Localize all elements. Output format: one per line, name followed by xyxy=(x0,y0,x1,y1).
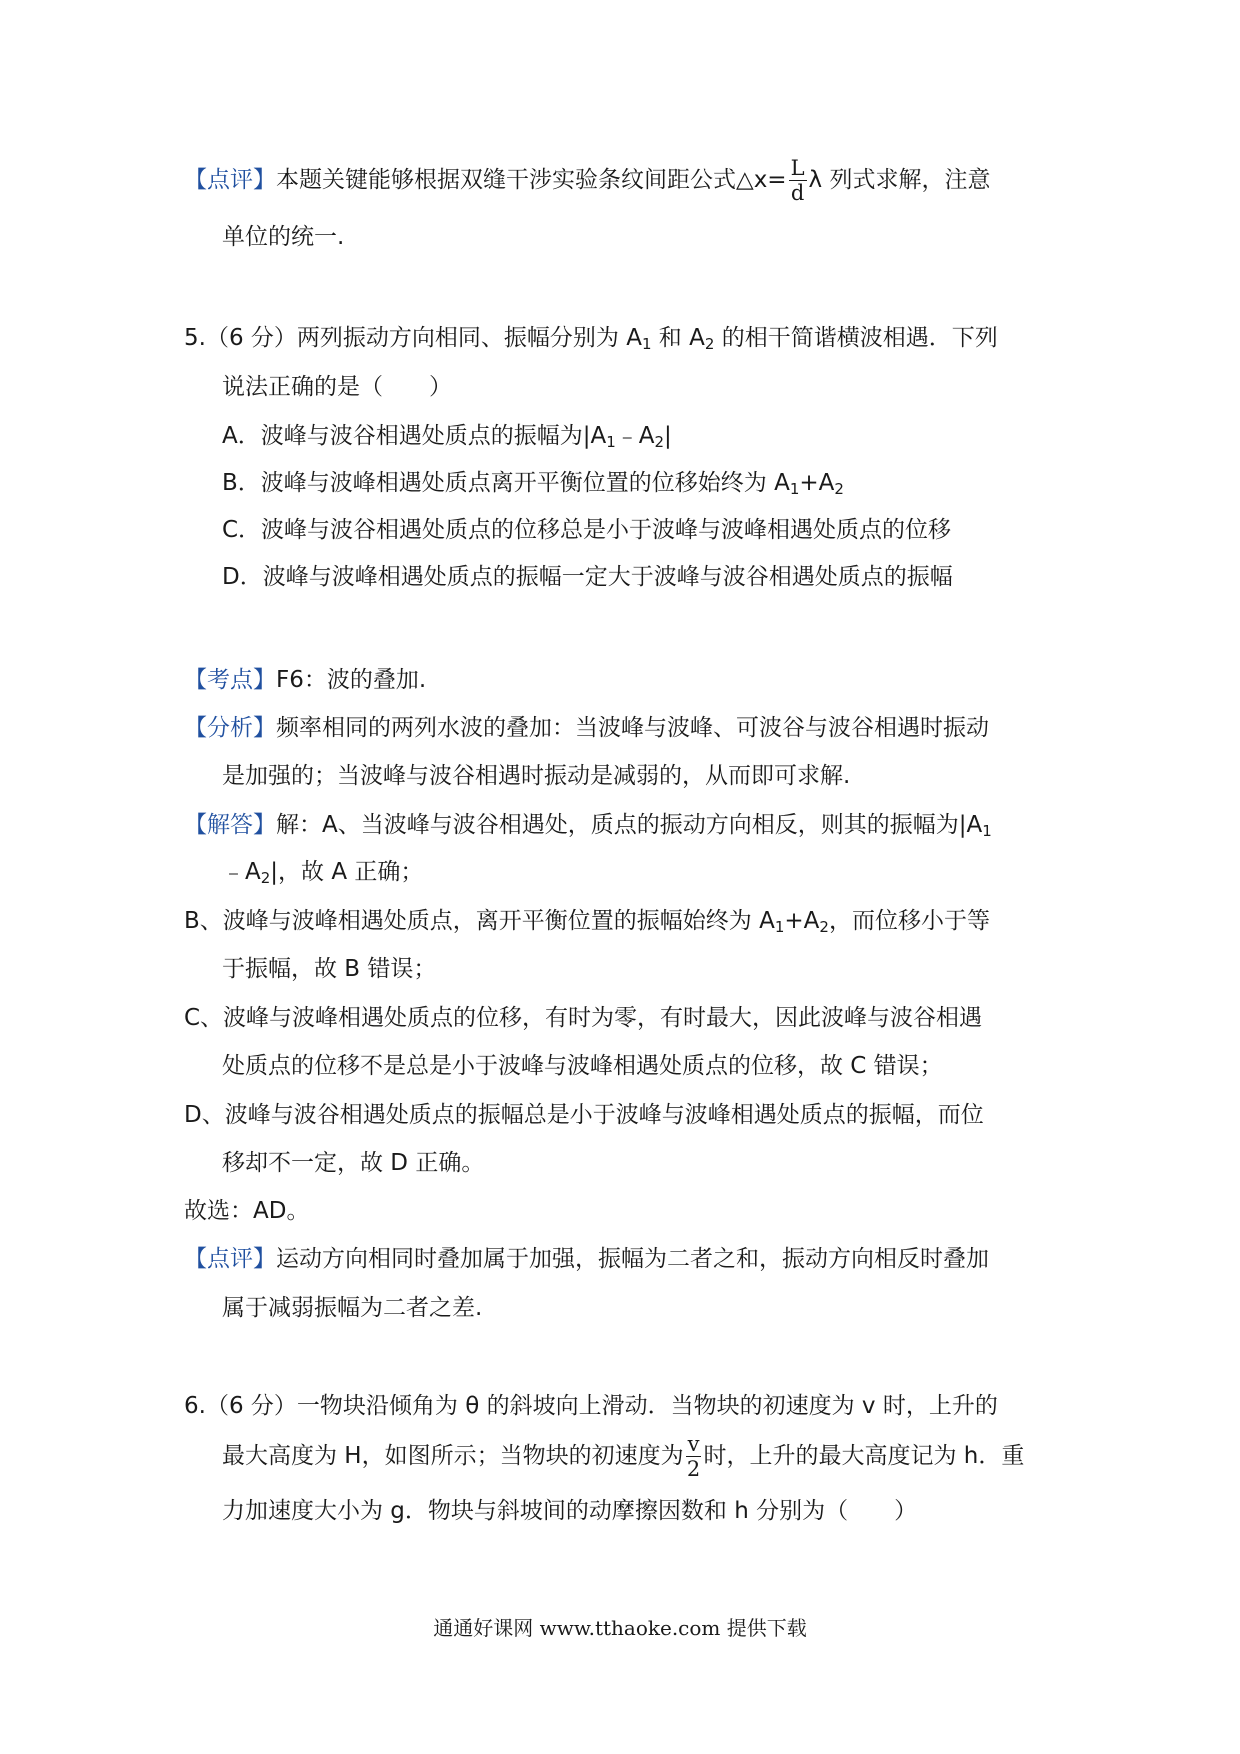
subscript: 1 xyxy=(789,480,800,498)
answer-d-line-1: D、波峰与波谷相遇处质点的振幅总是小于波峰与波峰相遇处质点的振幅，而位 xyxy=(184,1102,984,1128)
review-5-line-2: 属于减弱振幅为二者之差. xyxy=(222,1295,483,1321)
review-tag: 【点评】 xyxy=(184,167,276,193)
q6-stem-line-2 xyxy=(222,1426,1024,1486)
option-text: ﹣A xyxy=(615,423,655,449)
option-text: A．波峰与波谷相遇处质点的振幅为|A xyxy=(222,423,607,449)
q5-text: 5.（6 分）两列振动方向相同、振幅分别为 A xyxy=(184,325,642,351)
analysis-tag: 【分析】 xyxy=(184,715,276,741)
q5-option-d: D．波峰与波峰相遇处质点的振幅一定大于波峰与波谷相遇处质点的振幅 xyxy=(222,564,953,590)
answer-text: 解：A、当波峰与波谷相遇处，质点的振动方向相反，则其的振幅为|A xyxy=(276,812,983,838)
answer-d-line-2: 移却不一定，故 D 正确。 xyxy=(222,1150,485,1176)
review-5-text: 运动方向相同时叠加属于加强，振幅为二者之和，振动方向相反时叠加 xyxy=(276,1246,989,1272)
fraction-l-over-d xyxy=(789,155,807,205)
review-text-end: λ 列式求解，注意 xyxy=(808,167,991,193)
analysis-line-2: 是加强的；当波峰与波谷相遇时振动是减弱的，从而即可求解. xyxy=(222,763,851,789)
fraction-numerator: L xyxy=(790,155,805,180)
review-text: 本题关键能够根据双缝干涉实验条纹间距公式△x= xyxy=(276,167,787,193)
final-answer: 故选：AD。 xyxy=(184,1198,310,1224)
subscript: 1 xyxy=(774,918,785,936)
subscript: 2 xyxy=(704,335,715,353)
answer-text: +A xyxy=(784,908,820,934)
q5-option-c: C．波峰与波谷相遇处质点的位移总是小于波峰与波峰相遇处质点的位移 xyxy=(222,517,952,543)
review-line-1 xyxy=(184,152,990,208)
subscript: 2 xyxy=(834,480,844,498)
option-text: | xyxy=(664,423,672,449)
answer-line-2 xyxy=(222,855,423,889)
analysis-line-1 xyxy=(184,711,989,745)
knowledge-point-tag: 【考点】 xyxy=(184,667,276,693)
answer-text: B、波峰与波峰相遇处质点，离开平衡位置的振幅始终为 A xyxy=(184,908,775,934)
fraction-numerator: v xyxy=(687,1431,700,1456)
fraction-denominator: d xyxy=(790,180,805,205)
answer-tag: 【解答】 xyxy=(184,812,276,838)
answer-c-line-1: C、波峰与波峰相遇处质点的位移，有时为零，有时最大，因此波峰与波谷相遇 xyxy=(184,1005,983,1031)
q5-text: 的相干简谐横波相遇．下列 xyxy=(714,325,998,351)
answer-text: ﹣A xyxy=(222,859,261,885)
review-5-tag: 【点评】 xyxy=(184,1246,276,1272)
page-footer: 通通好课网 www.tthaoke.com 提供下载 xyxy=(433,1616,807,1640)
subscript: 1 xyxy=(606,433,616,451)
answer-line-1 xyxy=(184,808,992,842)
q6-text: 时，上升的最大高度记为 h．重 xyxy=(703,1443,1025,1469)
q5-option-a xyxy=(222,419,672,453)
q5-stem-line-2: 说法正确的是（ ） xyxy=(222,374,452,400)
subscript: 2 xyxy=(654,433,665,451)
fraction-denominator: 2 xyxy=(686,1456,701,1481)
answer-text: |，故 A 正确； xyxy=(270,859,424,885)
answer-b-line-1 xyxy=(184,904,990,938)
q6-text: 最大高度为 H，如图所示；当物块的初速度为 xyxy=(222,1443,684,1469)
fraction-v-over-2 xyxy=(686,1431,702,1481)
option-text: B．波峰与波峰相遇处质点离开平衡位置的位移始终为 A xyxy=(222,470,790,496)
review-5-line-1 xyxy=(184,1242,989,1276)
subscript: 2 xyxy=(260,869,271,887)
review-line-2: 单位的统一. xyxy=(222,224,345,250)
q5-stem-line-1 xyxy=(184,321,998,355)
q5-option-b xyxy=(222,466,844,500)
subscript: 2 xyxy=(819,918,829,936)
subscript: 1 xyxy=(982,822,992,840)
answer-c-line-2: 处质点的位移不是总是小于波峰与波峰相遇处质点的位移，故 C 错误； xyxy=(222,1053,943,1079)
knowledge-point-line xyxy=(184,663,426,697)
answer-b-line-2: 于振幅，故 B 错误； xyxy=(222,956,437,982)
knowledge-point-text: F6：波的叠加. xyxy=(276,667,427,693)
q5-text: 和 A xyxy=(651,325,705,351)
q6-stem-line-3: 力加速度大小为 g．物块与斜坡间的动摩擦因数和 h 分别为（ ） xyxy=(222,1498,918,1524)
subscript: 1 xyxy=(641,335,652,353)
q6-stem-line-1: 6.（6 分）一物块沿倾角为 θ 的斜坡向上滑动．当物块的初速度为 v 时，上升的 xyxy=(184,1393,998,1419)
analysis-text: 频率相同的两列水波的叠加：当波峰与波峰、可波谷与波谷相遇时振动 xyxy=(276,715,989,741)
answer-text: ，而位移小于等 xyxy=(828,908,990,934)
option-text: +A xyxy=(799,470,835,496)
